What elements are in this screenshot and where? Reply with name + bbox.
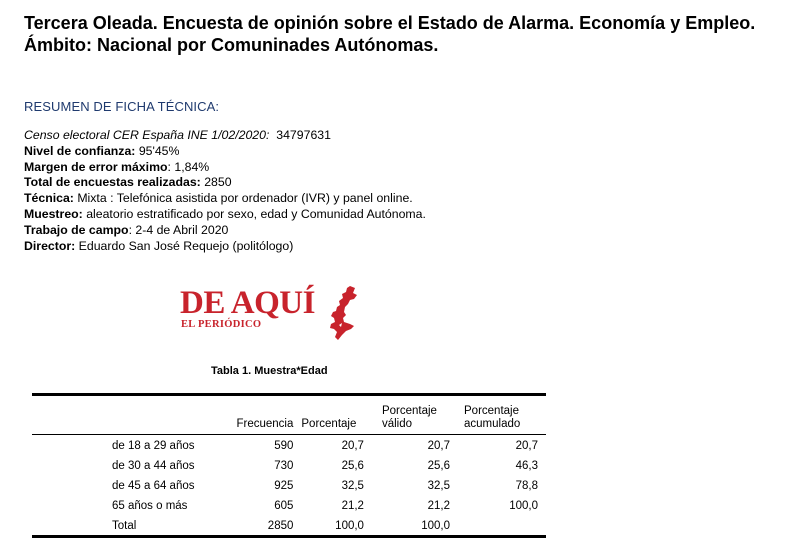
table-row	[32, 475, 546, 495]
census-value: 34797631	[276, 128, 331, 142]
cell-frecuencia: 925	[274, 480, 294, 492]
age-sample-table	[32, 393, 546, 538]
table-row	[32, 495, 546, 515]
header-valid-line-1: Porcentaje	[381, 405, 437, 417]
cell-porcentaje-acumulado: 46,3	[515, 460, 538, 472]
cell-porcentaje: 21,2	[341, 500, 364, 512]
sampling-label: Muestreo:	[24, 206, 83, 221]
surveys-value: 2850	[204, 175, 232, 190]
header-porcentaje: Porcentaje	[297, 396, 368, 435]
error-label: Margen de error máximo	[24, 159, 168, 174]
row-label: Total	[32, 515, 233, 537]
title-line-1: Tercera Oleada. Encuesta de opinión sobre el Estado de Alarma. Economía y Empleo.	[24, 13, 756, 33]
cell-porcentaje-valido: 20,7	[427, 440, 451, 452]
summary-heading: RESUMEN DE FICHA TÉCNICA:	[24, 99, 220, 114]
fieldwork-line	[24, 223, 426, 239]
technique-label: Técnica:	[24, 191, 74, 206]
header-blank	[32, 396, 233, 435]
cell-porcentaje: 100,0	[297, 515, 368, 537]
cell-porcentaje: 32,5	[341, 480, 364, 492]
fieldwork-value: : 2-4 de Abril 2020	[128, 222, 229, 237]
error-line	[24, 160, 426, 176]
cell-frecuencia: 605	[274, 500, 294, 512]
technical-sheet	[24, 128, 426, 254]
director-value: Eduardo San José Requejo (politólogo)	[78, 238, 294, 253]
table-row	[32, 455, 546, 475]
header-cum-line-1: Porcentaje	[464, 405, 519, 417]
header-valid-line-2: válido	[381, 418, 413, 430]
header-frecuencia: Frecuencia	[233, 396, 298, 435]
surveys-label: Total de encuestas realizadas:	[24, 175, 201, 190]
cell-frecuencia: 2850	[233, 515, 298, 537]
header-cum-line-2: acumulado	[464, 418, 521, 430]
row-label: 65 años o más	[112, 500, 188, 512]
de-aqui-logo	[180, 285, 370, 343]
row-label: de 45 a 64 años	[112, 480, 195, 492]
cell-porcentaje: 25,6	[341, 460, 364, 472]
cell-porcentaje-valido: 100,0	[368, 515, 454, 537]
director-line	[24, 239, 426, 255]
row-label: de 18 a 29 años	[112, 440, 195, 452]
cell-porcentaje-acumulado: 20,7	[515, 440, 538, 452]
table-row	[32, 435, 546, 456]
confidence-label: Nivel de confianza:	[24, 143, 136, 158]
cell-porcentaje-valido: 32,5	[427, 480, 451, 492]
cell-porcentaje-valido: 21,2	[427, 500, 451, 512]
table-title: Tabla 1. Muestra*Edad	[211, 365, 328, 377]
error-value: : 1,84%	[167, 159, 210, 174]
cell-frecuencia: 730	[274, 460, 294, 472]
sampling-value: aleatorio estratificado por sexo, edad y Comunidad Autónoma.	[86, 206, 426, 221]
census-label: Censo electoral CER España INE 1/02/2020:	[24, 128, 270, 142]
cell-porcentaje-acumulado	[454, 515, 546, 537]
cell-porcentaje-valido: 25,6	[427, 460, 451, 472]
sampling-line	[24, 207, 426, 223]
table-header-row	[32, 396, 546, 435]
confidence-line	[24, 144, 426, 160]
logo-brand: DE AQUÍ	[180, 285, 315, 321]
technique-value: Mixta : Telefónica asistida por ordenador (IVR) y panel online.	[77, 191, 413, 206]
technique-line	[24, 191, 426, 207]
cell-frecuencia: 590	[274, 440, 294, 452]
header-porcentaje-valido	[368, 396, 454, 435]
cell-porcentaje-acumulado: 100,0	[509, 500, 538, 512]
table-total-row	[32, 515, 546, 537]
cell-porcentaje-acumulado: 78,8	[515, 480, 538, 492]
director-label: Director:	[24, 238, 76, 253]
surveys-line	[24, 175, 426, 191]
confidence-value: 95'45%	[138, 143, 180, 158]
logo-subtitle: EL PERIÓDICO	[181, 319, 262, 330]
fieldwork-label: Trabajo de campo	[24, 222, 129, 237]
title-line-2: Ámbito: Nacional por Comuninades Autónomas.	[24, 35, 439, 55]
header-porcentaje-acumulado	[454, 396, 546, 435]
document-title	[24, 12, 755, 56]
valencian-community-map-icon	[328, 285, 362, 341]
census-line	[24, 128, 426, 144]
cell-porcentaje: 20,7	[341, 440, 364, 452]
row-label: de 30 a 44 años	[112, 460, 195, 472]
